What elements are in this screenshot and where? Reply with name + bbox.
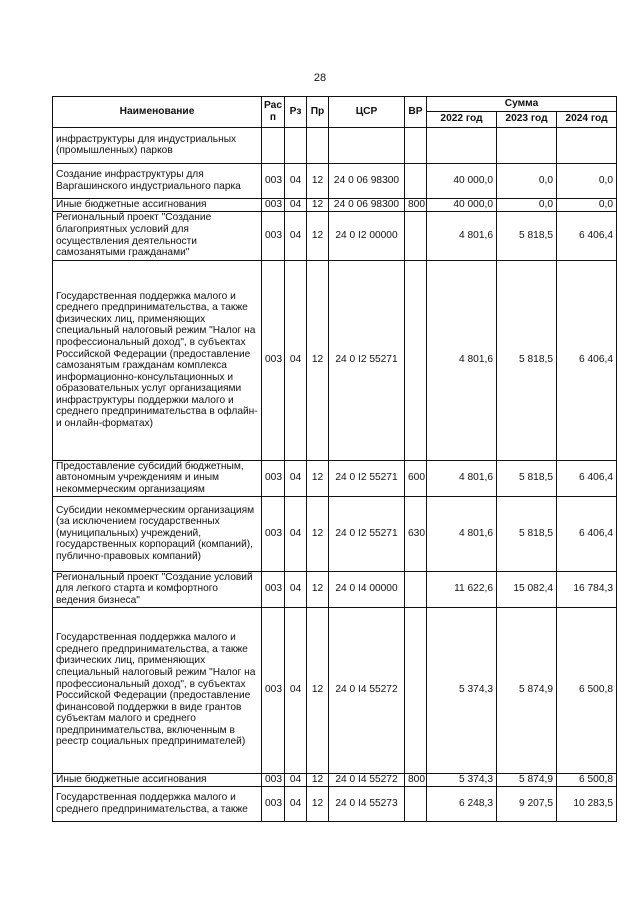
row-vr [405,607,427,773]
row-sum-2023: 0,0 [497,198,557,211]
row-csr: 24 0 I2 00000 [329,211,405,260]
budget-table [52,96,617,822]
row-name: инфраструктуры для индустриальных (промышленных) парков [53,127,262,163]
row-sum-2023: 9 207,5 [497,786,557,821]
row-csr: 24 0 I4 00000 [329,571,405,607]
row-name: Субсидии некоммерческим организациям (за исключением государственных (муниципальных) учреждений, государственных корпораций (компаний), публично-правовых компаний) [53,496,262,571]
row-rz: 04 [285,260,307,460]
row-sum-2022: 11 622,6 [427,571,497,607]
row-sum-2023 [497,127,557,163]
header-pr: Пр [307,97,329,128]
table-row [53,786,617,821]
row-csr: 24 0 I2 55271 [329,460,405,496]
table-row [53,198,617,211]
table-row [53,773,617,786]
row-vr: 630 [405,496,427,571]
row-pr [307,127,329,163]
row-sum-2022 [427,127,497,163]
row-sum-2023: 5 874,9 [497,607,557,773]
row-rasp: 003 [262,786,285,821]
table-body [53,127,617,821]
row-rasp: 003 [262,163,285,198]
row-rasp: 003 [262,260,285,460]
row-csr: 24 0 06 98300 [329,163,405,198]
row-pr: 12 [307,163,329,198]
row-sum-2023: 15 082,4 [497,571,557,607]
row-pr: 12 [307,260,329,460]
row-sum-2023: 5 818,5 [497,211,557,260]
row-vr: 600 [405,460,427,496]
row-rz: 04 [285,773,307,786]
row-sum-2023: 5 818,5 [497,496,557,571]
header-rz: Рз [285,97,307,128]
row-sum-2024: 16 784,3 [557,571,617,607]
row-sum-2022: 40 000,0 [427,163,497,198]
header-vr: ВР [405,97,427,128]
row-pr: 12 [307,211,329,260]
row-csr: 24 0 06 98300 [329,198,405,211]
row-vr [405,163,427,198]
row-csr: 24 0 I2 55271 [329,496,405,571]
row-rz: 04 [285,571,307,607]
row-name: Региональный проект "Создание условий для легкого старта и комфортного ведения бизнеса" [53,571,262,607]
header-sum: Сумма [427,97,617,112]
row-sum-2022: 5 374,3 [427,607,497,773]
header-2022: 2022 год [427,111,497,127]
header-2023: 2023 год [497,111,557,127]
row-name: Иные бюджетные ассигнования [53,198,262,211]
row-sum-2024: 6 406,4 [557,211,617,260]
table-row [53,496,617,571]
row-rz: 04 [285,607,307,773]
row-sum-2023: 5 874,9 [497,773,557,786]
row-sum-2024: 6 500,8 [557,773,617,786]
row-sum-2024: 6 500,8 [557,607,617,773]
table-row [53,260,617,460]
row-csr: 24 0 I4 55272 [329,607,405,773]
row-sum-2024: 6 406,4 [557,260,617,460]
page-number: 28 [313,72,327,84]
table-row [53,460,617,496]
row-sum-2022: 6 248,3 [427,786,497,821]
table-header [53,97,617,128]
row-pr: 12 [307,607,329,773]
row-name: Государственная поддержка малого и среднего предпринимательства, а также физических лиц, применяющих специальный налоговый режим "Налог на профессиональный доход", в субъектах Российской Федерации (предоставление самозанятым гражданам комплекса информационно-консультационных и образовательных услуг организациями инфраструктуры поддержки малого и среднего предпринимательства в офлайн- и онлайн-форматах) [53,260,262,460]
row-sum-2022: 4 801,6 [427,260,497,460]
row-sum-2022: 4 801,6 [427,211,497,260]
row-sum-2024: 10 283,5 [557,786,617,821]
table-row [53,571,617,607]
row-vr [405,211,427,260]
row-csr: 24 0 I4 55272 [329,773,405,786]
table-row [53,607,617,773]
row-pr: 12 [307,460,329,496]
header-csr: ЦСР [329,97,405,128]
row-pr: 12 [307,571,329,607]
header-2024: 2024 год [557,111,617,127]
row-rz [285,127,307,163]
table-row [53,211,617,260]
row-pr: 12 [307,496,329,571]
row-pr: 12 [307,198,329,211]
row-sum-2024: 6 406,4 [557,460,617,496]
row-csr [329,127,405,163]
header-name: Наименование [53,97,262,128]
row-name: Государственная поддержка малого и среднего предпринимательства, а также [53,786,262,821]
row-rz: 04 [285,163,307,198]
row-rasp: 003 [262,571,285,607]
table-row [53,127,617,163]
row-vr [405,260,427,460]
row-sum-2023: 5 818,5 [497,260,557,460]
row-pr: 12 [307,786,329,821]
row-sum-2023: 0,0 [497,163,557,198]
row-rz: 04 [285,460,307,496]
row-vr [405,571,427,607]
row-rasp: 003 [262,198,285,211]
row-name: Создание инфраструктуры для Варгашинского индустриального парка [53,163,262,198]
row-sum-2024: 6 406,4 [557,496,617,571]
row-sum-2023: 5 818,5 [497,460,557,496]
row-vr [405,786,427,821]
row-rz: 04 [285,198,307,211]
row-sum-2024: 0,0 [557,198,617,211]
row-sum-2022: 5 374,3 [427,773,497,786]
row-pr: 12 [307,773,329,786]
table-row [53,163,617,198]
row-rasp: 003 [262,773,285,786]
row-csr: 24 0 I4 55273 [329,786,405,821]
row-sum-2022: 4 801,6 [427,460,497,496]
row-sum-2024: 0,0 [557,163,617,198]
header-rasp: Рас п [262,97,285,128]
row-rasp: 003 [262,460,285,496]
row-sum-2022: 40 000,0 [427,198,497,211]
row-vr: 800 [405,198,427,211]
row-sum-2024 [557,127,617,163]
row-rasp: 003 [262,211,285,260]
row-name: Иные бюджетные ассигнования [53,773,262,786]
row-sum-2022: 4 801,6 [427,496,497,571]
row-name: Государственная поддержка малого и среднего предпринимательства, а также физических лиц, применяющих специальный налоговый режим "Налог на профессиональный доход", в субъектах Российской Федерации (предоставление финансовой поддержки в виде грантов субъектам малого и среднего предпринимательства, включенным в реестр социальных предпринимателей) [53,607,262,773]
row-rz: 04 [285,496,307,571]
row-vr [405,127,427,163]
row-rasp: 003 [262,607,285,773]
row-rasp [262,127,285,163]
row-rz: 04 [285,786,307,821]
row-name: Региональный проект "Создание благоприятных условий для осуществления деятельности самозанятыми гражданами" [53,211,262,260]
row-csr: 24 0 I2 55271 [329,260,405,460]
row-vr: 800 [405,773,427,786]
row-name: Предоставление субсидий бюджетным, автономным учреждениям и иным некоммерческим организациям [53,460,262,496]
row-rz: 04 [285,211,307,260]
row-rasp: 003 [262,496,285,571]
